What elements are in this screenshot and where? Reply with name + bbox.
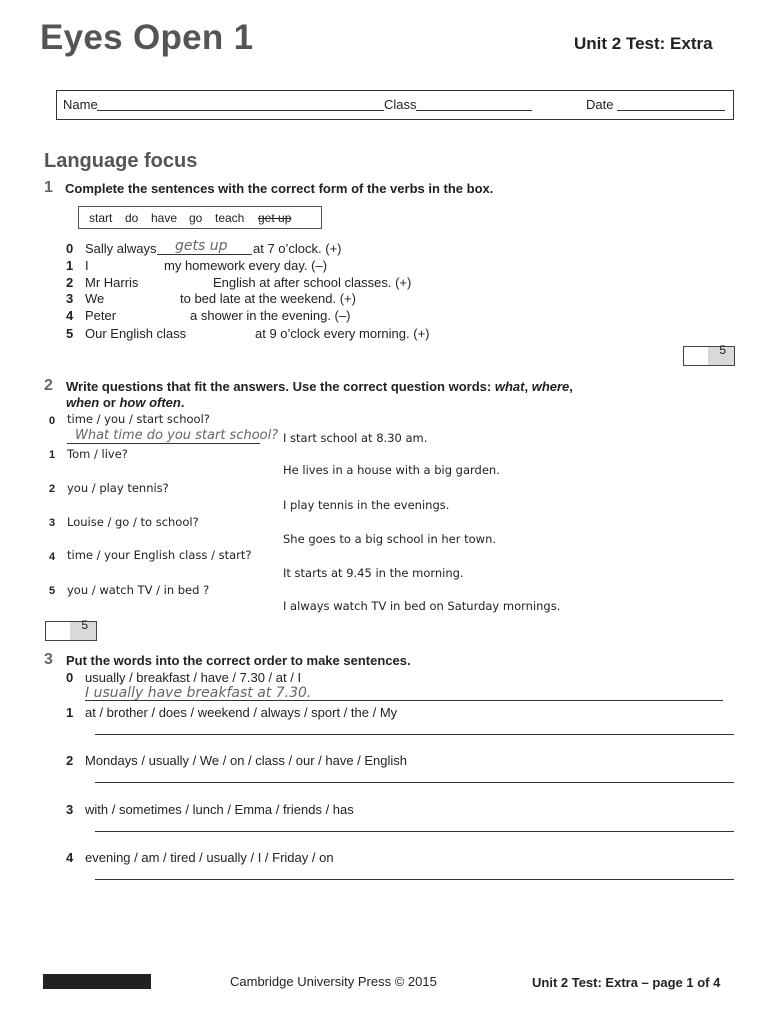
item-prompt: you / play tennis?	[67, 481, 169, 495]
word-box-item-used: get up	[258, 211, 292, 225]
item-reply: I start school at 8.30 am.	[283, 431, 428, 445]
unit-title: Unit 2 Test: Extra	[574, 34, 713, 53]
item-text: Our English class	[85, 326, 187, 341]
item-number: 3	[66, 802, 74, 817]
answer-line	[67, 443, 260, 444]
instruction-text: or	[99, 395, 120, 410]
item-prompt: Louise / go / to school?	[67, 515, 199, 529]
word-prompt: with / sometimes / lunch / Emma / friends / has	[85, 802, 354, 817]
word-box-item: start	[89, 211, 113, 225]
word-prompt: at / brother / does / weekend / always / sport / the / My	[85, 705, 398, 720]
word-prompt: Mondays / usually / We / on / class / our / have / English	[85, 753, 408, 768]
item-number: 4	[66, 308, 74, 323]
item-reply: I play tennis in the evenings.	[283, 498, 450, 512]
instruction-text: ,	[524, 379, 532, 394]
question-number: 1	[44, 179, 53, 196]
item-text: my homework every day. (–)	[164, 258, 328, 273]
item-number: 5	[66, 326, 74, 341]
question-number: 3	[44, 651, 53, 668]
example-answer: gets up	[175, 238, 228, 254]
item-number: 1	[66, 258, 74, 273]
question-word: what	[494, 379, 525, 394]
item-text: We	[85, 291, 105, 306]
word-box-item: have	[151, 211, 178, 225]
score-box[interactable]	[45, 618, 97, 641]
date-field[interactable]	[617, 110, 725, 111]
word-box	[78, 206, 322, 229]
item-number: 2	[49, 483, 56, 495]
score-max: 5	[719, 343, 726, 357]
item-number: 0	[66, 670, 74, 685]
section-title: Language focus	[44, 150, 198, 172]
class-field[interactable]	[416, 110, 532, 111]
question-instruction	[66, 379, 626, 411]
word-box-item: do	[125, 211, 139, 225]
item-prompt: time / your English class / start?	[67, 548, 252, 562]
item-number: 0	[49, 415, 56, 427]
example-answer: I usually have breakfast at 7.30.	[85, 685, 312, 701]
word-box-item: teach	[215, 211, 245, 225]
footer-page-info: Unit 2 Test: Extra – page 1 of 4	[532, 975, 721, 990]
answer-line[interactable]	[95, 831, 734, 832]
question-instruction: Put the words into the correct order to make sentences.	[66, 653, 411, 668]
question-number: 2	[44, 377, 53, 394]
item-number: 4	[49, 551, 56, 563]
score-input[interactable]	[46, 622, 71, 640]
item-text: English at after school classes. (+)	[213, 275, 412, 290]
item-text: to bed late at the weekend. (+)	[180, 291, 356, 306]
item-number: 1	[49, 449, 56, 461]
word-prompt: evening / am / tired / usually / I / Friday / on	[85, 850, 334, 865]
item-reply: It starts at 9.45 in the morning.	[283, 566, 464, 580]
word-prompt: usually / breakfast / have / 7.30 / at / I	[85, 670, 302, 685]
footer-bar	[43, 974, 151, 989]
item-number: 4	[66, 850, 74, 865]
instruction-text: .	[180, 395, 185, 410]
item-number: 3	[66, 291, 74, 306]
word-box-item: go	[189, 211, 203, 225]
date-label: Date	[586, 97, 614, 112]
item-number: 1	[66, 705, 74, 720]
answer-line	[157, 254, 252, 255]
instruction-text: ,	[569, 379, 573, 394]
item-reply: He lives in a house with a big garden.	[283, 463, 500, 477]
brand-title: Eyes Open 1	[40, 18, 254, 57]
name-label: Name	[63, 97, 98, 112]
item-text: at 7 o’clock. (+)	[253, 241, 342, 256]
item-text: Mr Harris	[85, 275, 139, 290]
name-field[interactable]	[97, 110, 384, 111]
item-number: 5	[49, 585, 56, 597]
question-word: when	[66, 395, 100, 410]
answer-line[interactable]	[95, 879, 734, 880]
item-text: I	[85, 258, 89, 273]
item-number: 0	[66, 241, 74, 256]
answer-line	[85, 700, 723, 701]
item-text: a shower in the evening. (–)	[190, 308, 351, 323]
answer-line[interactable]	[95, 782, 734, 783]
item-number: 3	[49, 517, 56, 529]
footer-copyright: Cambridge University Press © 2015	[230, 974, 437, 989]
item-prompt: time / you / start school?	[67, 412, 210, 426]
item-prompt: you / watch TV / in bed ?	[67, 583, 210, 597]
score-box[interactable]	[683, 343, 735, 366]
item-number: 2	[66, 275, 74, 290]
score-input[interactable]	[684, 347, 709, 365]
item-text: Peter	[85, 308, 117, 323]
question-word: where	[531, 379, 570, 394]
answer-line[interactable]	[95, 734, 734, 735]
instruction-text: Write questions that fit the answers. Use the correct question words:	[66, 379, 495, 394]
example-answer: What time do you start school?	[75, 428, 279, 443]
item-text: at 9 o’clock every morning. (+)	[255, 326, 430, 341]
item-prompt: Tom / live?	[67, 447, 128, 461]
score-max: 5	[81, 618, 88, 632]
question-word: how often	[119, 395, 181, 410]
item-number: 2	[66, 753, 74, 768]
question-instruction: Complete the sentences with the correct form of the verbs in the box.	[65, 181, 494, 196]
item-reply: I always watch TV in bed on Saturday mornings.	[283, 599, 561, 613]
class-label: Class	[384, 97, 417, 112]
item-text: Sally always	[85, 241, 157, 256]
item-reply: She goes to a big school in her town.	[283, 532, 497, 546]
